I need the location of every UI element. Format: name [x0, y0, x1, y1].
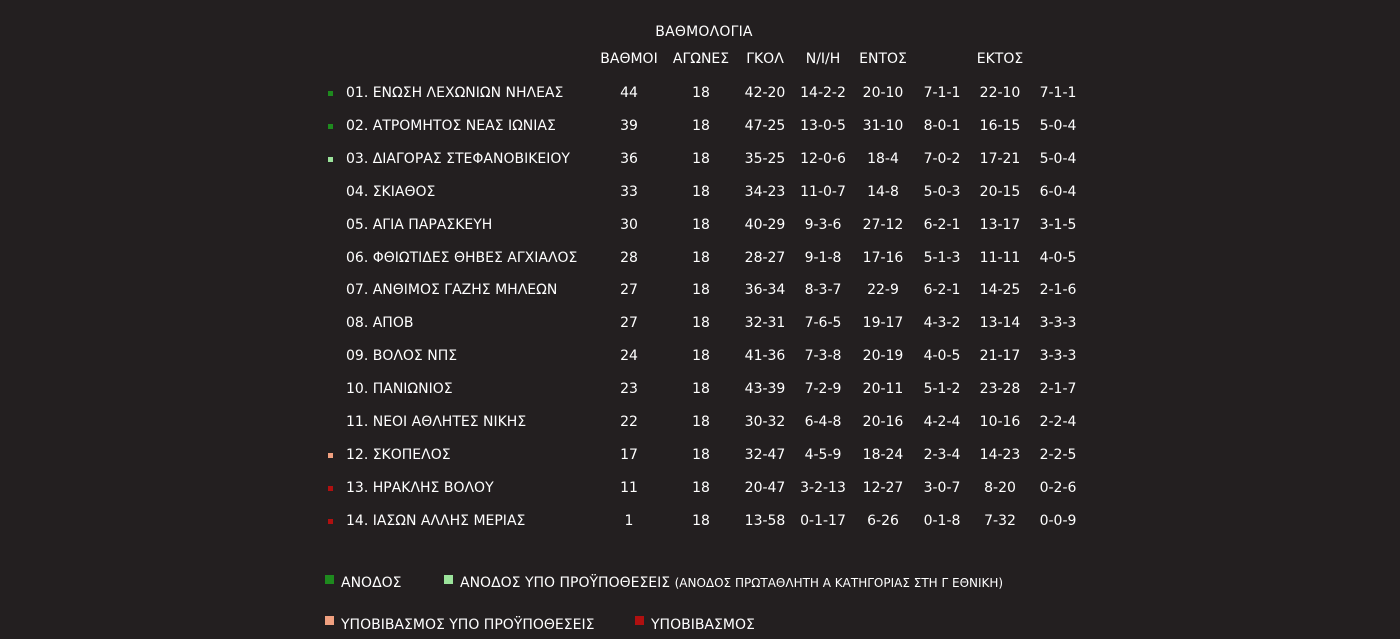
home-wdl-cell: 3-0-7: [923, 479, 961, 496]
points-cell: 11: [620, 479, 638, 496]
home-goals-cell: 12-27: [862, 479, 904, 496]
team-name: 10. ΠΑΝΙΩΝΙΟΣ: [346, 381, 453, 398]
table-row: [0, 513, 1400, 546]
legend-relegation-label: ΥΠΟΒΙΒΑΣΜΟΣ: [651, 617, 755, 633]
status-marker: [328, 519, 333, 524]
wdl-cell: 9-1-8: [804, 249, 842, 266]
table-row: [0, 282, 1400, 315]
games-cell: 18: [692, 348, 710, 365]
home-wdl-cell: 2-3-4: [923, 446, 961, 463]
home-wdl-cell: 6-2-1: [923, 282, 961, 299]
goals-cell: 35-25: [744, 150, 786, 167]
team-name: 05. ΑΓΙΑ ΠΑΡΑΣΚΕΥΗ: [346, 216, 493, 233]
team-name: 12. ΣΚΟΠΕΛΟΣ: [346, 446, 451, 463]
header-away: ΕΚΤΟΣ: [976, 51, 1024, 67]
games-cell: 18: [692, 381, 710, 398]
away-wdl-cell: 3-3-3: [1039, 348, 1077, 365]
wdl-cell: 11-0-7: [800, 183, 846, 200]
away-wdl-cell: 7-1-1: [1039, 85, 1077, 101]
team-name: 13. ΗΡΑΚΛΗΣ ΒΟΛΟΥ: [346, 479, 494, 496]
wdl-cell: 3-2-13: [800, 479, 846, 496]
table-row: [0, 348, 1400, 381]
goals-cell: 28-27: [744, 249, 786, 266]
home-wdl-cell: 0-1-8: [923, 512, 961, 529]
home-goals-cell: 6-26: [867, 512, 899, 529]
wdl-cell: 9-3-6: [804, 216, 842, 233]
points-cell: 22: [620, 414, 638, 430]
header-points: ΒΑΘΜΟΙ: [600, 51, 658, 67]
games-cell: 18: [692, 479, 710, 496]
away-wdl-cell: 0-0-9: [1039, 512, 1077, 529]
home-goals-cell: 18-24: [862, 446, 904, 463]
games-cell: 18: [692, 446, 710, 463]
points-cell: 23: [620, 381, 638, 398]
home-goals-cell: 20-11: [862, 381, 904, 398]
away-wdl-cell: 5-0-4: [1039, 117, 1077, 134]
games-cell: 18: [692, 150, 710, 167]
away-wdl-cell: 2-2-4: [1039, 414, 1077, 430]
away-goals-cell: 17-21: [979, 150, 1021, 167]
games-cell: 18: [692, 282, 710, 299]
games-cell: 18: [692, 512, 710, 529]
away-goals-cell: 11-11: [979, 249, 1021, 266]
points-cell: 17: [620, 446, 638, 463]
status-marker: [328, 91, 333, 96]
legend-promotion-square: [325, 575, 334, 584]
team-name: 01. ΕΝΩΣΗ ΛΕΧΩΝΙΩΝ ΝΗΛΕΑΣ: [346, 85, 564, 101]
home-wdl-cell: 4-0-5: [923, 348, 961, 365]
table-row: [0, 381, 1400, 414]
wdl-cell: 0-1-17: [800, 512, 846, 529]
away-goals-cell: 20-15: [979, 183, 1021, 200]
goals-cell: 30-32: [744, 414, 786, 430]
away-goals-cell: 10-16: [979, 414, 1021, 430]
away-wdl-cell: 3-1-5: [1039, 216, 1077, 233]
legend-conditional-relegation-square: [325, 616, 334, 625]
table-row: [0, 315, 1400, 348]
goals-cell: 20-47: [744, 479, 786, 496]
legend-conditional-promotion-square: [444, 575, 453, 584]
away-wdl-cell: 5-0-4: [1039, 150, 1077, 167]
wdl-cell: 12-0-6: [800, 150, 846, 167]
games-cell: 18: [692, 216, 710, 233]
home-wdl-cell: 5-0-3: [923, 183, 961, 200]
points-cell: 24: [620, 348, 638, 365]
wdl-cell: 14-2-2: [800, 85, 846, 101]
home-goals-cell: 20-10: [862, 85, 904, 101]
home-wdl-cell: 7-1-1: [923, 85, 961, 101]
team-name: 04. ΣΚΙΑΘΟΣ: [346, 183, 436, 200]
away-goals-cell: 23-28: [979, 381, 1021, 398]
header-games: ΑΓΩΝΕΣ: [672, 51, 730, 67]
home-wdl-cell: 4-3-2: [923, 315, 961, 332]
points-cell: 28: [620, 249, 638, 266]
standings-title: ΒΑΘΜΟΛΟΓΙΑ: [655, 24, 753, 40]
legend-conditional-promotion-note: (ΑΝΟΔΟΣ ΠΡΩΤΑΘΛΗΤΗ Α ΚΑΤΗΓΟΡΙΑΣ ΣΤΗ Γ ΕΘΝΙΚΗ): [674, 576, 1004, 590]
goals-cell: 41-36: [744, 348, 786, 365]
status-marker: [328, 157, 333, 162]
points-cell: 27: [620, 282, 638, 299]
goals-cell: 40-29: [744, 216, 786, 233]
status-marker: [328, 486, 333, 491]
home-goals-cell: 27-12: [862, 216, 904, 233]
home-goals-cell: 22-9: [867, 282, 899, 299]
away-goals-cell: 16-15: [979, 117, 1021, 134]
table-row: [0, 480, 1400, 513]
points-cell: 27: [620, 315, 638, 332]
away-wdl-cell: 0-2-6: [1039, 479, 1077, 496]
home-goals-cell: 17-16: [862, 249, 904, 266]
team-name: 07. ΑΝΘΙΜΟΣ ΓΑΖΗΣ ΜΗΛΕΩΝ: [346, 282, 558, 299]
table-row: [0, 184, 1400, 217]
away-goals-cell: 14-23: [979, 446, 1021, 463]
goals-cell: 32-31: [744, 315, 786, 332]
table-row: [0, 151, 1400, 184]
legend-conditional-promotion-label: ΑΝΟΔΟΣ ΥΠΟ ΠΡΟΫΠΟΘΕΣΕΙΣ: [460, 575, 671, 591]
games-cell: 18: [692, 183, 710, 200]
team-name: 08. ΑΠΟΒ: [346, 315, 414, 332]
goals-cell: 13-58: [744, 512, 786, 529]
away-goals-cell: 21-17: [979, 348, 1021, 365]
wdl-cell: 8-3-7: [804, 282, 842, 299]
goals-cell: 43-39: [744, 381, 786, 398]
wdl-cell: 7-2-9: [804, 381, 842, 398]
table-row: [0, 118, 1400, 151]
games-cell: 18: [692, 85, 710, 101]
away-goals-cell: 8-20: [984, 479, 1016, 496]
home-wdl-cell: 4-2-4: [923, 414, 961, 430]
home-goals-cell: 20-19: [862, 348, 904, 365]
games-cell: 18: [692, 117, 710, 134]
home-goals-cell: 18-4: [867, 150, 899, 167]
table-row: [0, 85, 1400, 118]
away-wdl-cell: 2-1-7: [1039, 381, 1077, 398]
points-cell: 33: [620, 183, 638, 200]
home-wdl-cell: 5-1-2: [923, 381, 961, 398]
wdl-cell: 7-6-5: [804, 315, 842, 332]
team-name: 11. ΝΕΟΙ ΑΘΛΗΤΕΣ ΝΙΚΗΣ: [346, 414, 527, 430]
points-cell: 30: [620, 216, 638, 233]
legend-promotion-label: ΑΝΟΔΟΣ: [341, 575, 402, 591]
games-cell: 18: [692, 249, 710, 266]
goals-cell: 36-34: [744, 282, 786, 299]
table-row: [0, 447, 1400, 480]
games-cell: 18: [692, 315, 710, 332]
goals-cell: 34-23: [744, 183, 786, 200]
home-goals-cell: 19-17: [862, 315, 904, 332]
away-wdl-cell: 2-2-5: [1039, 446, 1077, 463]
wdl-cell: 13-0-5: [800, 117, 846, 134]
legend-conditional-relegation-label: ΥΠΟΒΙΒΑΣΜΟΣ ΥΠΟ ΠΡΟΫΠΟΘΕΣΕΙΣ: [341, 617, 595, 633]
status-marker: [328, 453, 333, 458]
games-cell: 18: [692, 414, 710, 430]
team-name: 09. ΒΟΛΟΣ ΝΠΣ: [346, 348, 458, 365]
wdl-cell: 7-3-8: [804, 348, 842, 365]
header-wdl: Ν/Ι/Η: [805, 51, 841, 67]
away-wdl-cell: 3-3-3: [1039, 315, 1077, 332]
team-name: 02. ΑΤΡΟΜΗΤΟΣ ΝΕΑΣ ΙΩΝΙΑΣ: [346, 117, 556, 134]
wdl-cell: 4-5-9: [804, 446, 842, 463]
away-goals-cell: 13-17: [979, 216, 1021, 233]
header-home: ΕΝΤΟΣ: [859, 51, 907, 67]
team-name: 03. ΔΙΑΓΟΡΑΣ ΣΤΕΦΑΝΟΒΙΚΕΙΟΥ: [346, 150, 570, 167]
points-cell: 1: [624, 512, 634, 529]
away-wdl-cell: 6-0-4: [1039, 183, 1077, 200]
goals-cell: 47-25: [744, 117, 786, 134]
points-cell: 39: [620, 117, 638, 134]
home-goals-cell: 31-10: [862, 117, 904, 134]
goals-cell: 32-47: [744, 446, 786, 463]
away-goals-cell: 22-10: [979, 85, 1021, 101]
points-cell: 44: [620, 85, 638, 101]
table-row: [0, 217, 1400, 250]
home-wdl-cell: 7-0-2: [923, 150, 961, 167]
table-row: [0, 250, 1400, 283]
away-wdl-cell: 2-1-6: [1039, 282, 1077, 299]
points-cell: 36: [620, 150, 638, 167]
away-goals-cell: 14-25: [979, 282, 1021, 299]
legend-relegation-square: [635, 616, 644, 625]
home-wdl-cell: 5-1-3: [923, 249, 961, 266]
home-wdl-cell: 8-0-1: [923, 117, 961, 134]
status-marker: [328, 124, 333, 129]
goals-cell: 42-20: [744, 85, 786, 101]
away-wdl-cell: 4-0-5: [1039, 249, 1077, 266]
header-goals: ΓΚΟΛ: [746, 51, 784, 67]
away-goals-cell: 13-14: [979, 315, 1021, 332]
away-goals-cell: 7-32: [984, 512, 1016, 529]
team-name: 06. ΦΘΙΩΤΙΔΕΣ ΘΗΒΕΣ ΑΓΧΙΑΛΟΣ: [346, 249, 578, 266]
legend-conditional-promotion-item: [460, 575, 1003, 591]
home-goals-cell: 14-8: [867, 183, 899, 200]
home-wdl-cell: 6-2-1: [923, 216, 961, 233]
table-row: [0, 414, 1400, 447]
team-name: 14. ΙΑΣΩΝ ΑΛΛΗΣ ΜΕΡΙΑΣ: [346, 512, 526, 529]
home-goals-cell: 20-16: [862, 414, 904, 430]
wdl-cell: 6-4-8: [804, 414, 842, 430]
